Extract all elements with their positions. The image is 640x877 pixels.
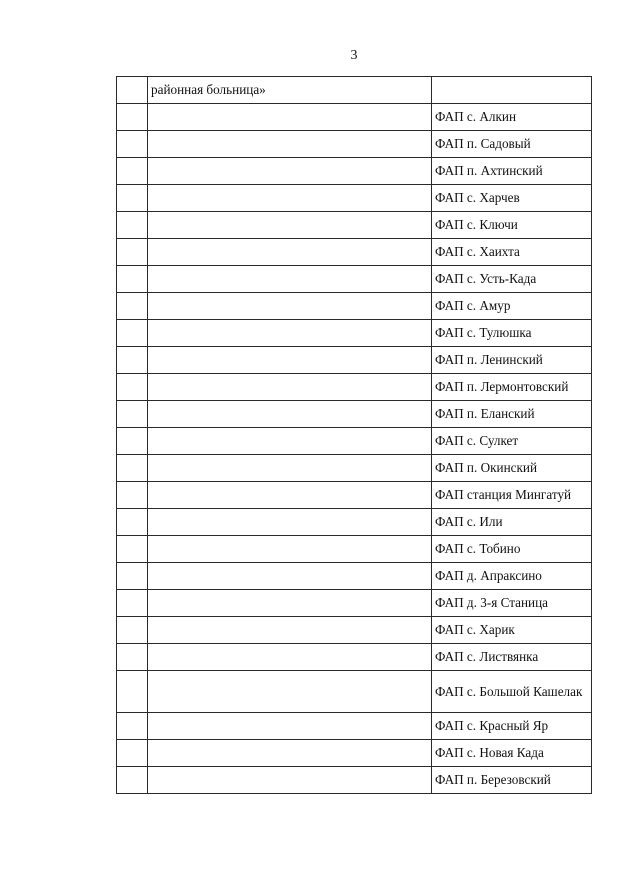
table-row <box>117 617 592 644</box>
row-number-cell <box>117 77 148 104</box>
page-number: 3 <box>350 48 358 63</box>
table-row <box>117 158 592 185</box>
organization-cell <box>148 617 432 644</box>
facility-cell: ФАП с. Или <box>432 509 592 536</box>
table-row <box>117 185 592 212</box>
facility-cell: ФАП п. Садовый <box>432 131 592 158</box>
facility-cell: ФАП п. Березовский <box>432 767 592 794</box>
table-row <box>117 713 592 740</box>
table-row <box>117 671 592 713</box>
organization-cell <box>148 671 432 713</box>
row-number-cell <box>117 509 148 536</box>
row-number-cell <box>117 239 148 266</box>
table-row <box>117 320 592 347</box>
table-row <box>117 740 592 767</box>
row-number-cell <box>117 428 148 455</box>
row-number-cell <box>117 158 148 185</box>
facility-cell: ФАП д. 3-я Станица <box>432 590 592 617</box>
table-row <box>117 767 592 794</box>
row-number-cell <box>117 536 148 563</box>
facility-cell: ФАП п. Лермонтовский <box>432 374 592 401</box>
organization-cell <box>148 131 432 158</box>
organization-cell <box>148 374 432 401</box>
facility-cell: ФАП с. Амур <box>432 293 592 320</box>
row-number-cell <box>117 482 148 509</box>
table-row <box>117 347 592 374</box>
organization-cell <box>148 644 432 671</box>
facility-cell: ФАП п. Ахтинский <box>432 158 592 185</box>
facility-cell <box>432 77 592 104</box>
row-number-cell <box>117 401 148 428</box>
row-number-cell <box>117 767 148 794</box>
row-number-cell <box>117 455 148 482</box>
organization-cell <box>148 158 432 185</box>
row-number-cell <box>117 671 148 713</box>
organization-cell <box>148 347 432 374</box>
table-row <box>117 131 592 158</box>
organization-cell <box>148 509 432 536</box>
row-number-cell <box>117 104 148 131</box>
organization-cell <box>148 185 432 212</box>
table-row <box>117 590 592 617</box>
row-number-cell <box>117 740 148 767</box>
row-number-cell <box>117 347 148 374</box>
table-row <box>117 239 592 266</box>
organization-cell <box>148 293 432 320</box>
table-row <box>117 644 592 671</box>
facility-cell: ФАП с. Листвянка <box>432 644 592 671</box>
table-row <box>117 509 592 536</box>
organization-cell <box>148 401 432 428</box>
organization-cell <box>148 455 432 482</box>
row-number-cell <box>117 617 148 644</box>
row-number-cell <box>117 212 148 239</box>
facility-cell: ФАП с. Тулюшка <box>432 320 592 347</box>
organization-cell <box>148 536 432 563</box>
row-number-cell <box>117 131 148 158</box>
facility-cell: ФАП с. Сулкет <box>432 428 592 455</box>
facility-cell: ФАП с. Хаихта <box>432 239 592 266</box>
facilities-table <box>116 76 592 794</box>
table-row <box>117 374 592 401</box>
organization-cell <box>148 740 432 767</box>
organization-cell <box>148 266 432 293</box>
table-row <box>117 563 592 590</box>
facility-cell: ФАП с. Ключи <box>432 212 592 239</box>
table-row <box>117 77 592 104</box>
facility-cell: ФАП с. Алкин <box>432 104 592 131</box>
organization-cell <box>148 767 432 794</box>
table-row <box>117 428 592 455</box>
table-row <box>117 455 592 482</box>
row-number-cell <box>117 563 148 590</box>
facility-cell: ФАП п. Ленинский <box>432 347 592 374</box>
table-row <box>117 536 592 563</box>
facility-cell: ФАП с. Усть-Када <box>432 266 592 293</box>
facility-cell: ФАП д. Апраксино <box>432 563 592 590</box>
row-number-cell <box>117 320 148 347</box>
organization-cell <box>148 239 432 266</box>
row-number-cell <box>117 185 148 212</box>
row-number-cell <box>117 266 148 293</box>
facility-cell: ФАП станция Мингатуй <box>432 482 592 509</box>
organization-cell <box>148 320 432 347</box>
organization-cell: районная больница» <box>148 77 432 104</box>
organization-cell <box>148 563 432 590</box>
organization-cell <box>148 428 432 455</box>
table-row <box>117 212 592 239</box>
facility-cell: ФАП с. Харик <box>432 617 592 644</box>
facility-cell: ФАП с. Новая Када <box>432 740 592 767</box>
table-row <box>117 482 592 509</box>
row-number-cell <box>117 374 148 401</box>
table-row <box>117 293 592 320</box>
organization-cell <box>148 713 432 740</box>
row-number-cell <box>117 590 148 617</box>
row-number-cell <box>117 293 148 320</box>
table-row <box>117 401 592 428</box>
organization-cell <box>148 590 432 617</box>
facility-cell: ФАП с. Харчев <box>432 185 592 212</box>
table-row <box>117 266 592 293</box>
organization-cell <box>148 212 432 239</box>
table-row <box>117 104 592 131</box>
row-number-cell <box>117 644 148 671</box>
facility-cell: ФАП п. Окинский <box>432 455 592 482</box>
facility-cell: ФАП с. Красный Яр <box>432 713 592 740</box>
facility-cell: ФАП п. Еланский <box>432 401 592 428</box>
organization-cell <box>148 482 432 509</box>
facility-cell: ФАП с. Тобино <box>432 536 592 563</box>
organization-cell <box>148 104 432 131</box>
row-number-cell <box>117 713 148 740</box>
facility-cell: ФАП с. Большой Кашелак <box>432 671 592 713</box>
